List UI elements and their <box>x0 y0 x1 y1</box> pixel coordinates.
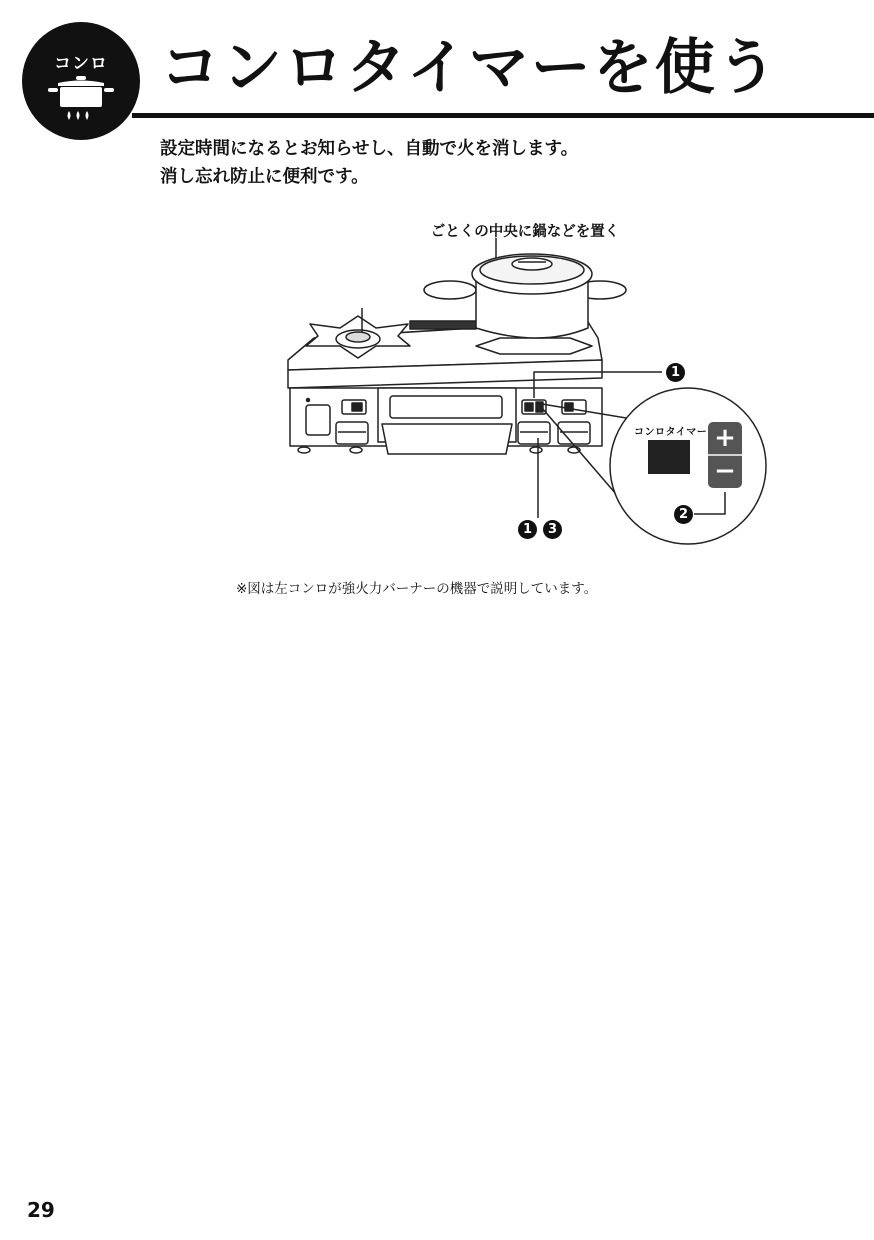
callout-3: 3 <box>543 520 562 539</box>
callout-1-bottom: 1 <box>518 520 537 539</box>
page-title: コンロタイマーを使う <box>160 33 779 103</box>
intro-line-2: 消し忘れ防止に便利です。 <box>160 167 369 187</box>
minus-button[interactable] <box>708 455 742 488</box>
page-number: 29 <box>27 1198 55 1222</box>
section-badge <box>22 22 140 140</box>
illustration-note: ※図は左コンロが強火力バーナーの機器で説明しています。 <box>236 581 598 597</box>
callout-1-top: 1 <box>666 363 685 382</box>
pot-caption: ごとくの中央に鍋などを置く <box>430 224 620 240</box>
plus-symbol: + <box>714 423 736 453</box>
badge-label: コンロ <box>54 54 108 74</box>
timer-label: コンロタイマー <box>634 427 708 438</box>
title-rule <box>132 113 874 118</box>
pot-icon <box>48 74 114 124</box>
intro-text <box>160 135 578 191</box>
callout-2: 2 <box>674 505 693 524</box>
plus-button[interactable] <box>708 422 742 455</box>
timer-button[interactable] <box>648 440 690 474</box>
intro-line-1: 設定時間になるとお知らせし、自動で火を消します。 <box>160 139 579 159</box>
minus-symbol: − <box>714 456 736 486</box>
stove-drawing <box>270 210 780 555</box>
stove-illustration <box>270 210 780 555</box>
